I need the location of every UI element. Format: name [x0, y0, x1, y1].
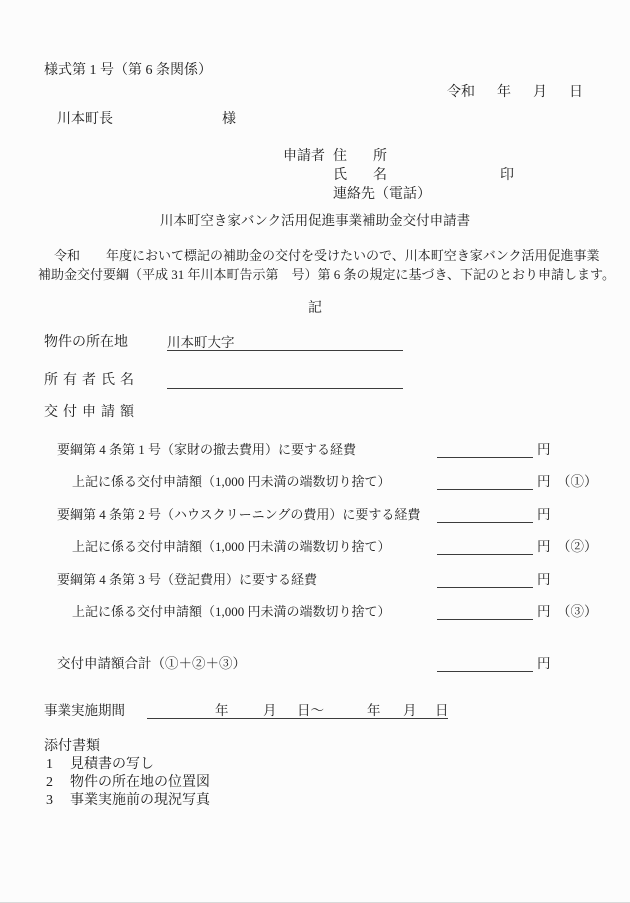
project-period-label: 事業実施期間 — [44, 703, 125, 718]
period-month-1: 月 — [263, 703, 277, 718]
applicant-contact-label: 連絡先（電話） — [333, 187, 431, 202]
date-line — [447, 84, 583, 101]
total-row — [0, 655, 630, 675]
attachment-item-3 — [46, 792, 210, 810]
subsidy-row-2 — [0, 538, 630, 558]
attachment-number: 3 — [46, 793, 53, 808]
period-year-1: 年 — [215, 703, 229, 718]
year-label: 年 — [497, 85, 511, 100]
subsidy-row-3 — [0, 603, 630, 623]
attachment-item-2 — [46, 774, 210, 792]
attachment-item-1 — [46, 756, 154, 774]
total-amount-field[interactable] — [437, 655, 533, 672]
application-amount-heading: 交付申請額 — [44, 405, 139, 420]
applicant-label: 申請者 — [283, 149, 325, 164]
attachments-heading: 添付書類 — [44, 739, 100, 754]
day-label: 日 — [569, 85, 583, 100]
total-row-label: 交付申請額合計（①＋②＋③） — [57, 656, 246, 671]
period-day-1: 日～ — [297, 703, 324, 718]
yen-unit: 円 — [537, 442, 551, 457]
form-number: 様式第 1 号（第 6 条関係） — [44, 63, 212, 78]
circled-number-2: （②） — [557, 539, 598, 554]
body-paragraph-line2: 補助金交付要綱（平成 31 年川本町告示第 号）第 6 条の規定に基づき、下記のとおり申請します。 — [38, 267, 615, 282]
period-year-2: 年 — [367, 703, 381, 718]
seal-mark: 印 — [500, 168, 514, 183]
document-title: 川本町空き家バンク活用促進事業補助金交付申請書 — [159, 213, 471, 228]
body-paragraph-line1: 令和 年度において標記の補助金の交付を受けたいので、川本町空き家バンク活用促進事業 — [41, 248, 600, 263]
ki-mark: 記 — [308, 301, 322, 316]
expense-row-1 — [0, 441, 630, 461]
expense-amount-field[interactable] — [437, 441, 533, 458]
project-period-field[interactable] — [147, 702, 448, 719]
yen-unit: 円 — [537, 604, 551, 619]
project-period-row — [0, 702, 630, 722]
era-label: 令和 — [447, 85, 475, 100]
expense-row-3 — [0, 571, 630, 591]
expense-row-2 — [0, 506, 630, 526]
circled-number-3: （③） — [557, 604, 598, 619]
attachment-text: 見積書の写し — [70, 757, 154, 772]
expense-amount-field[interactable] — [437, 571, 533, 588]
subsidy-row-label: 上記に係る交付申請額（1,000 円未満の端数切り捨て） — [72, 604, 391, 619]
yen-unit: 円 — [537, 507, 551, 522]
applicant-name-label: 氏 名 — [333, 168, 393, 183]
addressee-honorific: 様 — [222, 112, 236, 127]
attachment-text: 事業実施前の現況写真 — [70, 793, 210, 808]
yen-unit: 円 — [537, 474, 551, 489]
subsidy-row-label: 上記に係る交付申請額（1,000 円未満の端数切り捨て） — [72, 474, 391, 489]
property-location-field[interactable]: 川本町大字 — [167, 334, 403, 351]
expense-row-label: 要綱第 4 条第 3 号（登記費用）に要する経費 — [57, 572, 318, 587]
owner-name-label: 所有者氏名 — [44, 373, 139, 388]
owner-name-field[interactable] — [167, 372, 403, 389]
month-label: 月 — [533, 85, 547, 100]
subsidy-amount-field[interactable] — [437, 473, 533, 490]
yen-unit: 円 — [537, 656, 551, 671]
expense-amount-field[interactable] — [437, 506, 533, 523]
period-month-2: 月 — [403, 703, 417, 718]
attachment-text: 物件の所在地の位置図 — [70, 775, 210, 790]
subsidy-amount-field[interactable] — [437, 538, 533, 555]
yen-unit: 円 — [537, 572, 551, 587]
circled-number-1: （①） — [557, 474, 598, 489]
subsidy-row-1 — [0, 473, 630, 493]
attachment-number: 1 — [46, 757, 53, 772]
addressee: 川本町長 — [57, 112, 113, 127]
applicant-address-label: 住 所 — [333, 149, 393, 164]
property-location-label: 物件の所在地 — [44, 335, 128, 350]
subsidy-amount-field[interactable] — [437, 603, 533, 620]
expense-row-label: 要綱第 4 条第 2 号（ハウスクリーニングの費用）に要する経費 — [57, 507, 421, 522]
attachment-number: 2 — [46, 775, 53, 790]
expense-row-label: 要綱第 4 条第 1 号（家財の撤去費用）に要する経費 — [57, 442, 357, 457]
subsidy-row-label: 上記に係る交付申請額（1,000 円未満の端数切り捨て） — [72, 539, 391, 554]
period-day-2: 日 — [435, 703, 449, 718]
yen-unit: 円 — [537, 539, 551, 554]
